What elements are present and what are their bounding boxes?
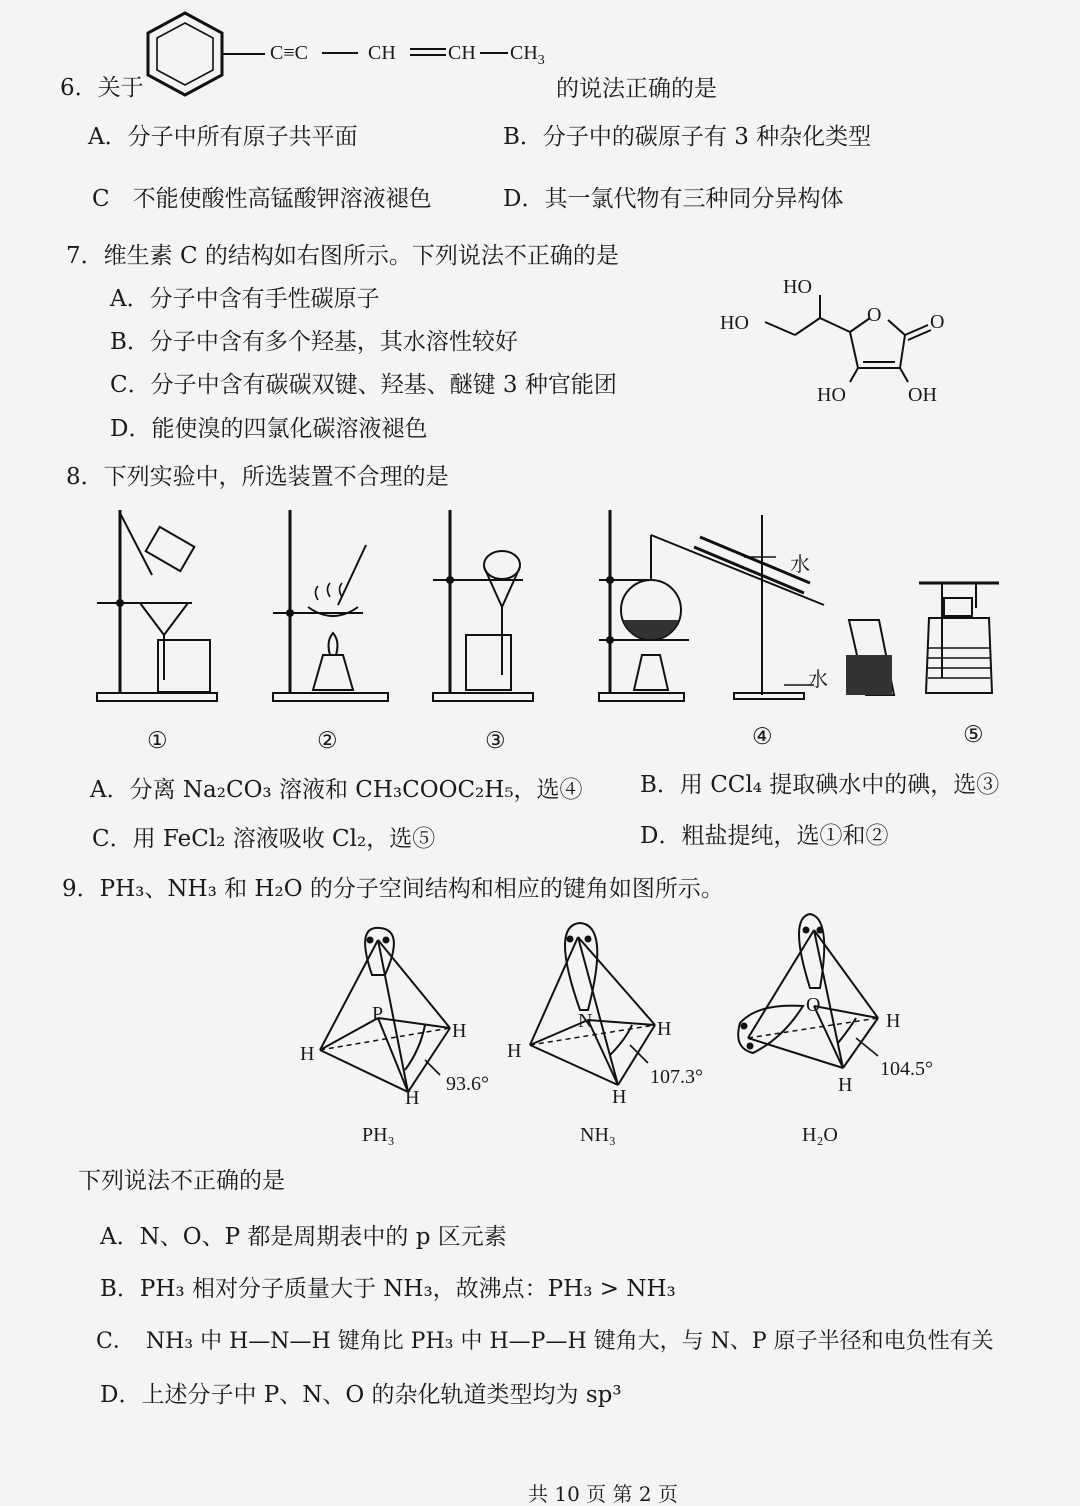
q8-option-c: C．用 FeCl₂ 溶液吸收 Cl₂，选⑤ bbox=[92, 826, 436, 852]
q6-bond bbox=[320, 48, 360, 58]
page-footer: 共 10 页 第 2 页 bbox=[528, 1482, 678, 1506]
q7-stem: 7．维生素 C 的结构如右图所示。下列说法不正确的是 bbox=[66, 243, 619, 269]
h2o-h-right: H bbox=[886, 1010, 901, 1032]
q6-struct-alkyne: C≡C bbox=[270, 42, 308, 64]
ph3-center-atom: P bbox=[372, 1003, 384, 1025]
nh3-center-atom: N bbox=[578, 1010, 593, 1032]
q9-question: 下列说法不正确的是 bbox=[78, 1168, 285, 1194]
nh3-h-bottom: H bbox=[612, 1086, 627, 1108]
nh3-h-left: H bbox=[507, 1040, 522, 1062]
q6-option-a: A．分子中所有原子共平面 bbox=[88, 124, 358, 150]
q6-bond-2 bbox=[480, 48, 510, 58]
q6-struct-sub3: 3 bbox=[537, 53, 545, 68]
apparatus-4-distillation bbox=[594, 505, 914, 705]
vitc-o-ring: O bbox=[867, 304, 882, 326]
apparatus-label-3: ③ bbox=[485, 728, 506, 754]
q6-struct-ch2: CH bbox=[448, 42, 476, 64]
vitc-ho-left: HO bbox=[720, 312, 749, 334]
apparatus-label-2: ② bbox=[317, 728, 338, 754]
q7-option-b: B．分子中含有多个羟基，其水溶性较好 bbox=[110, 329, 518, 355]
vitc-ho-bottom: HO bbox=[817, 384, 846, 406]
q8-option-b: B．用 CCl₄ 提取碘水中的碘，选③ bbox=[640, 772, 1000, 798]
ph3-name: PH₃ bbox=[362, 1124, 395, 1146]
apparatus-3-separatory-funnel bbox=[428, 505, 538, 705]
ph3-bond-angle: 93.6° bbox=[446, 1073, 489, 1095]
q6-option-d: D．其一氯代物有三种同分异构体 bbox=[503, 186, 844, 212]
q6-tail: 的说法正确的是 bbox=[556, 76, 717, 102]
nh3-bond-angle: 107.3° bbox=[650, 1066, 703, 1088]
q8-stem: 8．下列实验中，所选装置不合理的是 bbox=[66, 464, 449, 490]
q6-double-bond bbox=[408, 46, 448, 58]
h2o-center-atom: O bbox=[806, 994, 821, 1016]
q7-option-d: D．能使溴的四氯化碳溶液褪色 bbox=[110, 416, 428, 442]
apparatus-2-evaporation bbox=[268, 505, 398, 705]
nh3-name: NH₃ bbox=[580, 1124, 616, 1146]
condenser-water-in-label: 水 bbox=[808, 669, 828, 691]
nh3-h-right: H bbox=[657, 1018, 672, 1040]
apparatus-1-filtration bbox=[92, 505, 222, 705]
q7-option-c: C．分子中含有碳碳双键、羟基、醚键 3 种官能团 bbox=[110, 372, 617, 398]
q9-option-d: D．上述分子中 P、N、O 的杂化轨道类型均为 sp³ bbox=[100, 1382, 622, 1408]
apparatus-label-4: ④ bbox=[752, 724, 773, 750]
q8-option-d: D．粗盐提纯，选①和② bbox=[640, 823, 889, 849]
h2o-bond-angle: 104.5° bbox=[880, 1058, 933, 1080]
ph3-h-right: H bbox=[452, 1020, 467, 1042]
q9-stem: 9．PH₃、NH₃ 和 H₂O 的分子空间结构和相应的键角如图所示。 bbox=[62, 876, 724, 902]
q9-option-c: C． NH₃ 中 H—N—H 键角比 PH₃ 中 H—P—H 键角大，与 N、P 原子半径和电负性有关 bbox=[96, 1329, 994, 1354]
h2o-name: H₂O bbox=[802, 1124, 838, 1146]
apparatus-5-gas-bottle bbox=[914, 578, 1004, 698]
ph3-h-left: H bbox=[300, 1043, 315, 1065]
condenser-water-out-label: 水 bbox=[790, 554, 810, 576]
q6-option-c: C 不能使酸性高锰酸钾溶液褪色 bbox=[92, 186, 432, 212]
vitc-o-carbonyl: O bbox=[930, 311, 945, 333]
ph3-h-bottom: H bbox=[405, 1087, 420, 1109]
vitc-oh-bottom: OH bbox=[908, 384, 937, 406]
q6-struct-ch3-text: CH bbox=[510, 42, 538, 64]
q9-option-b: B．PH₃ 相对分子质量大于 NH₃，故沸点：PH₃ > NH₃ bbox=[100, 1276, 676, 1302]
q6-struct-ch1: CH bbox=[368, 42, 396, 64]
q6-option-b: B．分子中的碳原子有 3 种杂化类型 bbox=[503, 124, 872, 150]
vitc-ho-top: HO bbox=[783, 276, 812, 298]
q9-option-a: A．N、O、P 都是周期表中的 p 区元素 bbox=[100, 1224, 507, 1250]
q8-option-a: A．分离 Na₂CO₃ 溶液和 CH₃COOC₂H₅，选④ bbox=[90, 777, 583, 803]
h2o-h-bottom: H bbox=[838, 1074, 853, 1096]
apparatus-label-1: ① bbox=[147, 728, 168, 754]
q6-struct-ch3 bbox=[510, 42, 545, 69]
q6-number: 6．关于 bbox=[60, 75, 144, 101]
apparatus-label-5: ⑤ bbox=[963, 722, 984, 748]
q7-option-a: A．分子中含有手性碳原子 bbox=[110, 286, 380, 312]
